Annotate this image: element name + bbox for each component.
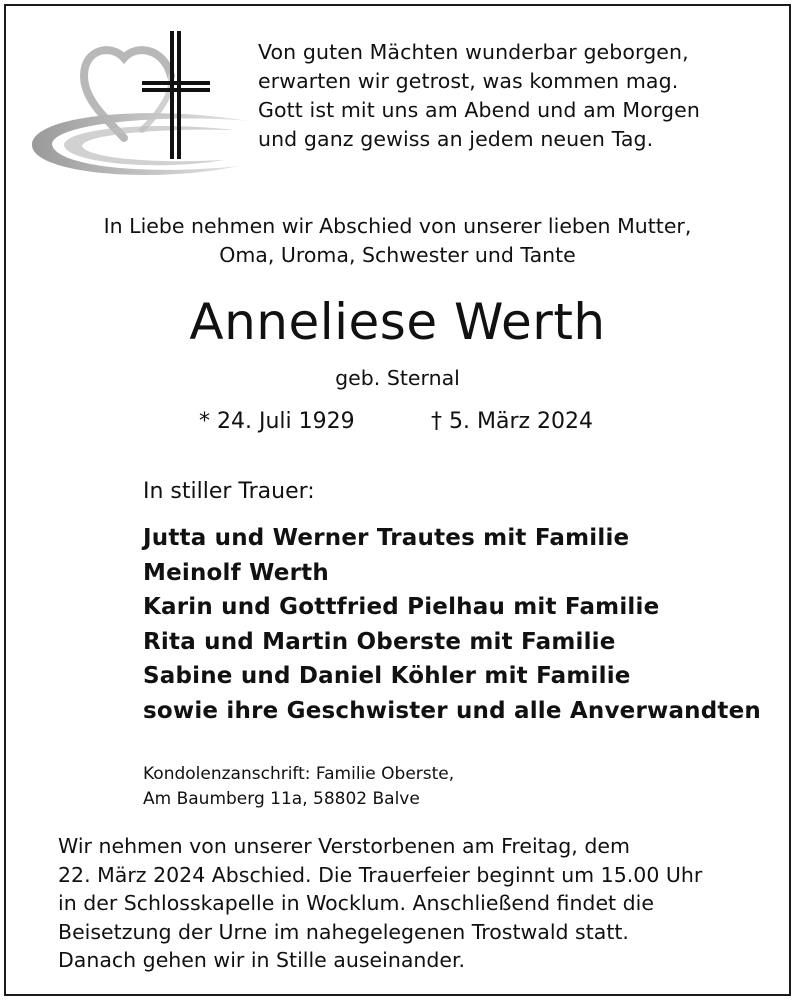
intro-line: In Liebe nehmen wir Abschied von unserer lieben Mutter, <box>103 214 692 238</box>
poem-line: und ganz gewiss an jedem neuen Tag. <box>258 127 654 151</box>
death-date: † 5. März 2024 <box>431 409 594 434</box>
poem-line: Gott ist mit uns am Abend und am Morgen <box>258 98 700 122</box>
ceremony-line: 22. März 2024 Abschied. Die Trauerfeier beginnt um 15.00 Uhr <box>58 862 703 887</box>
mourner-entry: Rita und Martin Oberste mit Familie <box>143 628 616 655</box>
mourner-entry: Meinolf Werth <box>143 559 329 586</box>
ceremony-line: in der Schlosskapelle in Wocklum. Anschließend findet die <box>58 891 654 915</box>
birth-name: geb. Sternal <box>335 366 460 390</box>
ceremony-line: Wir nehmen von unserer Verstorbenen am Freitag, dem <box>58 834 630 858</box>
mourner-entry: Karin und Gottfried Pielhau mit Familie <box>143 594 660 620</box>
deceased-name: Anneliese Werth <box>189 293 606 351</box>
ceremony-info <box>58 832 702 975</box>
poem-line: Von guten Mächten wunderbar geborgen, <box>258 40 689 64</box>
mourning-label: In stiller Trauer: <box>143 479 315 504</box>
mourner-entry: Jutta und Werner Trautes mit Familie <box>143 525 630 551</box>
birth-date: * 24. Juli 1929 <box>199 409 355 434</box>
mourner-entry: sowie ihre Geschwister und alle Anverwandten <box>143 697 761 724</box>
ceremony-line: Danach gehen wir in Stille auseinander. <box>58 948 466 972</box>
intro-line: Oma, Uroma, Schwester und Tante <box>219 243 576 267</box>
mourner-entry: Sabine und Daniel Köhler mit Familie <box>143 663 631 689</box>
intro-text <box>6 212 789 270</box>
poem <box>258 38 700 154</box>
ceremony-line: Beisetzung der Urne im nahegelegenen Trostwald statt. <box>58 919 629 944</box>
heart-cross-icon <box>24 26 254 186</box>
address-line: Kondolenzanschrift: Familie Oberste, <box>143 764 455 784</box>
address-line: Am Baumberg 11a, 58802 Balve <box>143 789 420 809</box>
condolence-address <box>143 762 454 812</box>
mourners-list <box>143 521 761 728</box>
obituary-notice <box>4 4 791 996</box>
poem-line: erwarten wir getrost, was kommen mag. <box>258 69 679 93</box>
life-dates <box>199 406 593 438</box>
